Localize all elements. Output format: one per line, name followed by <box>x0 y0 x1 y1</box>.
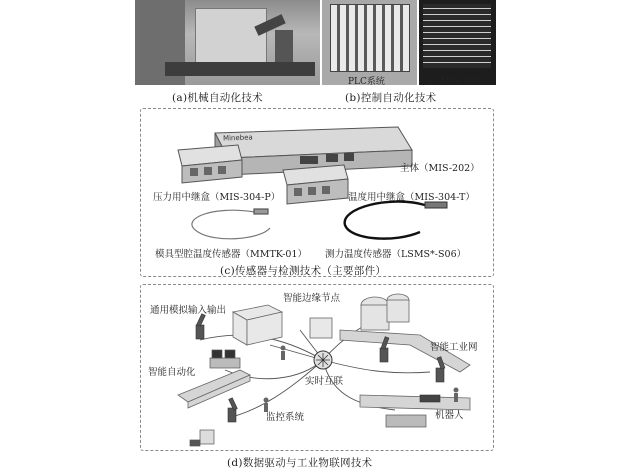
caption-a: (a)机械自动化技术 <box>172 92 263 104</box>
realtime-label: 实时互联 <box>305 376 344 387</box>
io-label: 通用模拟输入输出 <box>150 305 227 316</box>
scada-sublabel: SCADA 系统 <box>426 77 481 87</box>
central-hub <box>314 351 332 369</box>
pressure-relay-label: 压力用中继盒（MIS-304-P） <box>153 192 281 203</box>
caption-d: (d)数据驱动与工业物联网技术 <box>227 457 373 469</box>
factory-building <box>233 305 332 345</box>
plc-sublabel: PLC系统 <box>348 77 385 87</box>
caption-b: (b)控制自动化技术 <box>345 92 437 104</box>
automation-label: 智能自动化 <box>148 367 196 378</box>
robot-label: 机器人 <box>435 410 464 421</box>
caption-c: (c)传感器与检测技术（主要部件） <box>220 265 387 277</box>
main-unit-label: 主体（MIS-202） <box>400 163 480 174</box>
storage-tanks <box>361 294 409 330</box>
force-temp-sensor-label: 测力温度传感器（LSMS*-S06） <box>325 249 467 260</box>
monitor-label: 监控系统 <box>266 412 305 423</box>
brand-label: Minebea <box>222 133 253 143</box>
temp-relay-label: 温度用中继盒（MIS-304-T） <box>348 192 475 203</box>
industrial-net-label: 智能工业网 <box>430 342 478 353</box>
mold-sensor-label: 模具型腔温度传感器（MMTK-01） <box>155 249 307 260</box>
edge-node-label: 智能边缘节点 <box>283 293 341 304</box>
